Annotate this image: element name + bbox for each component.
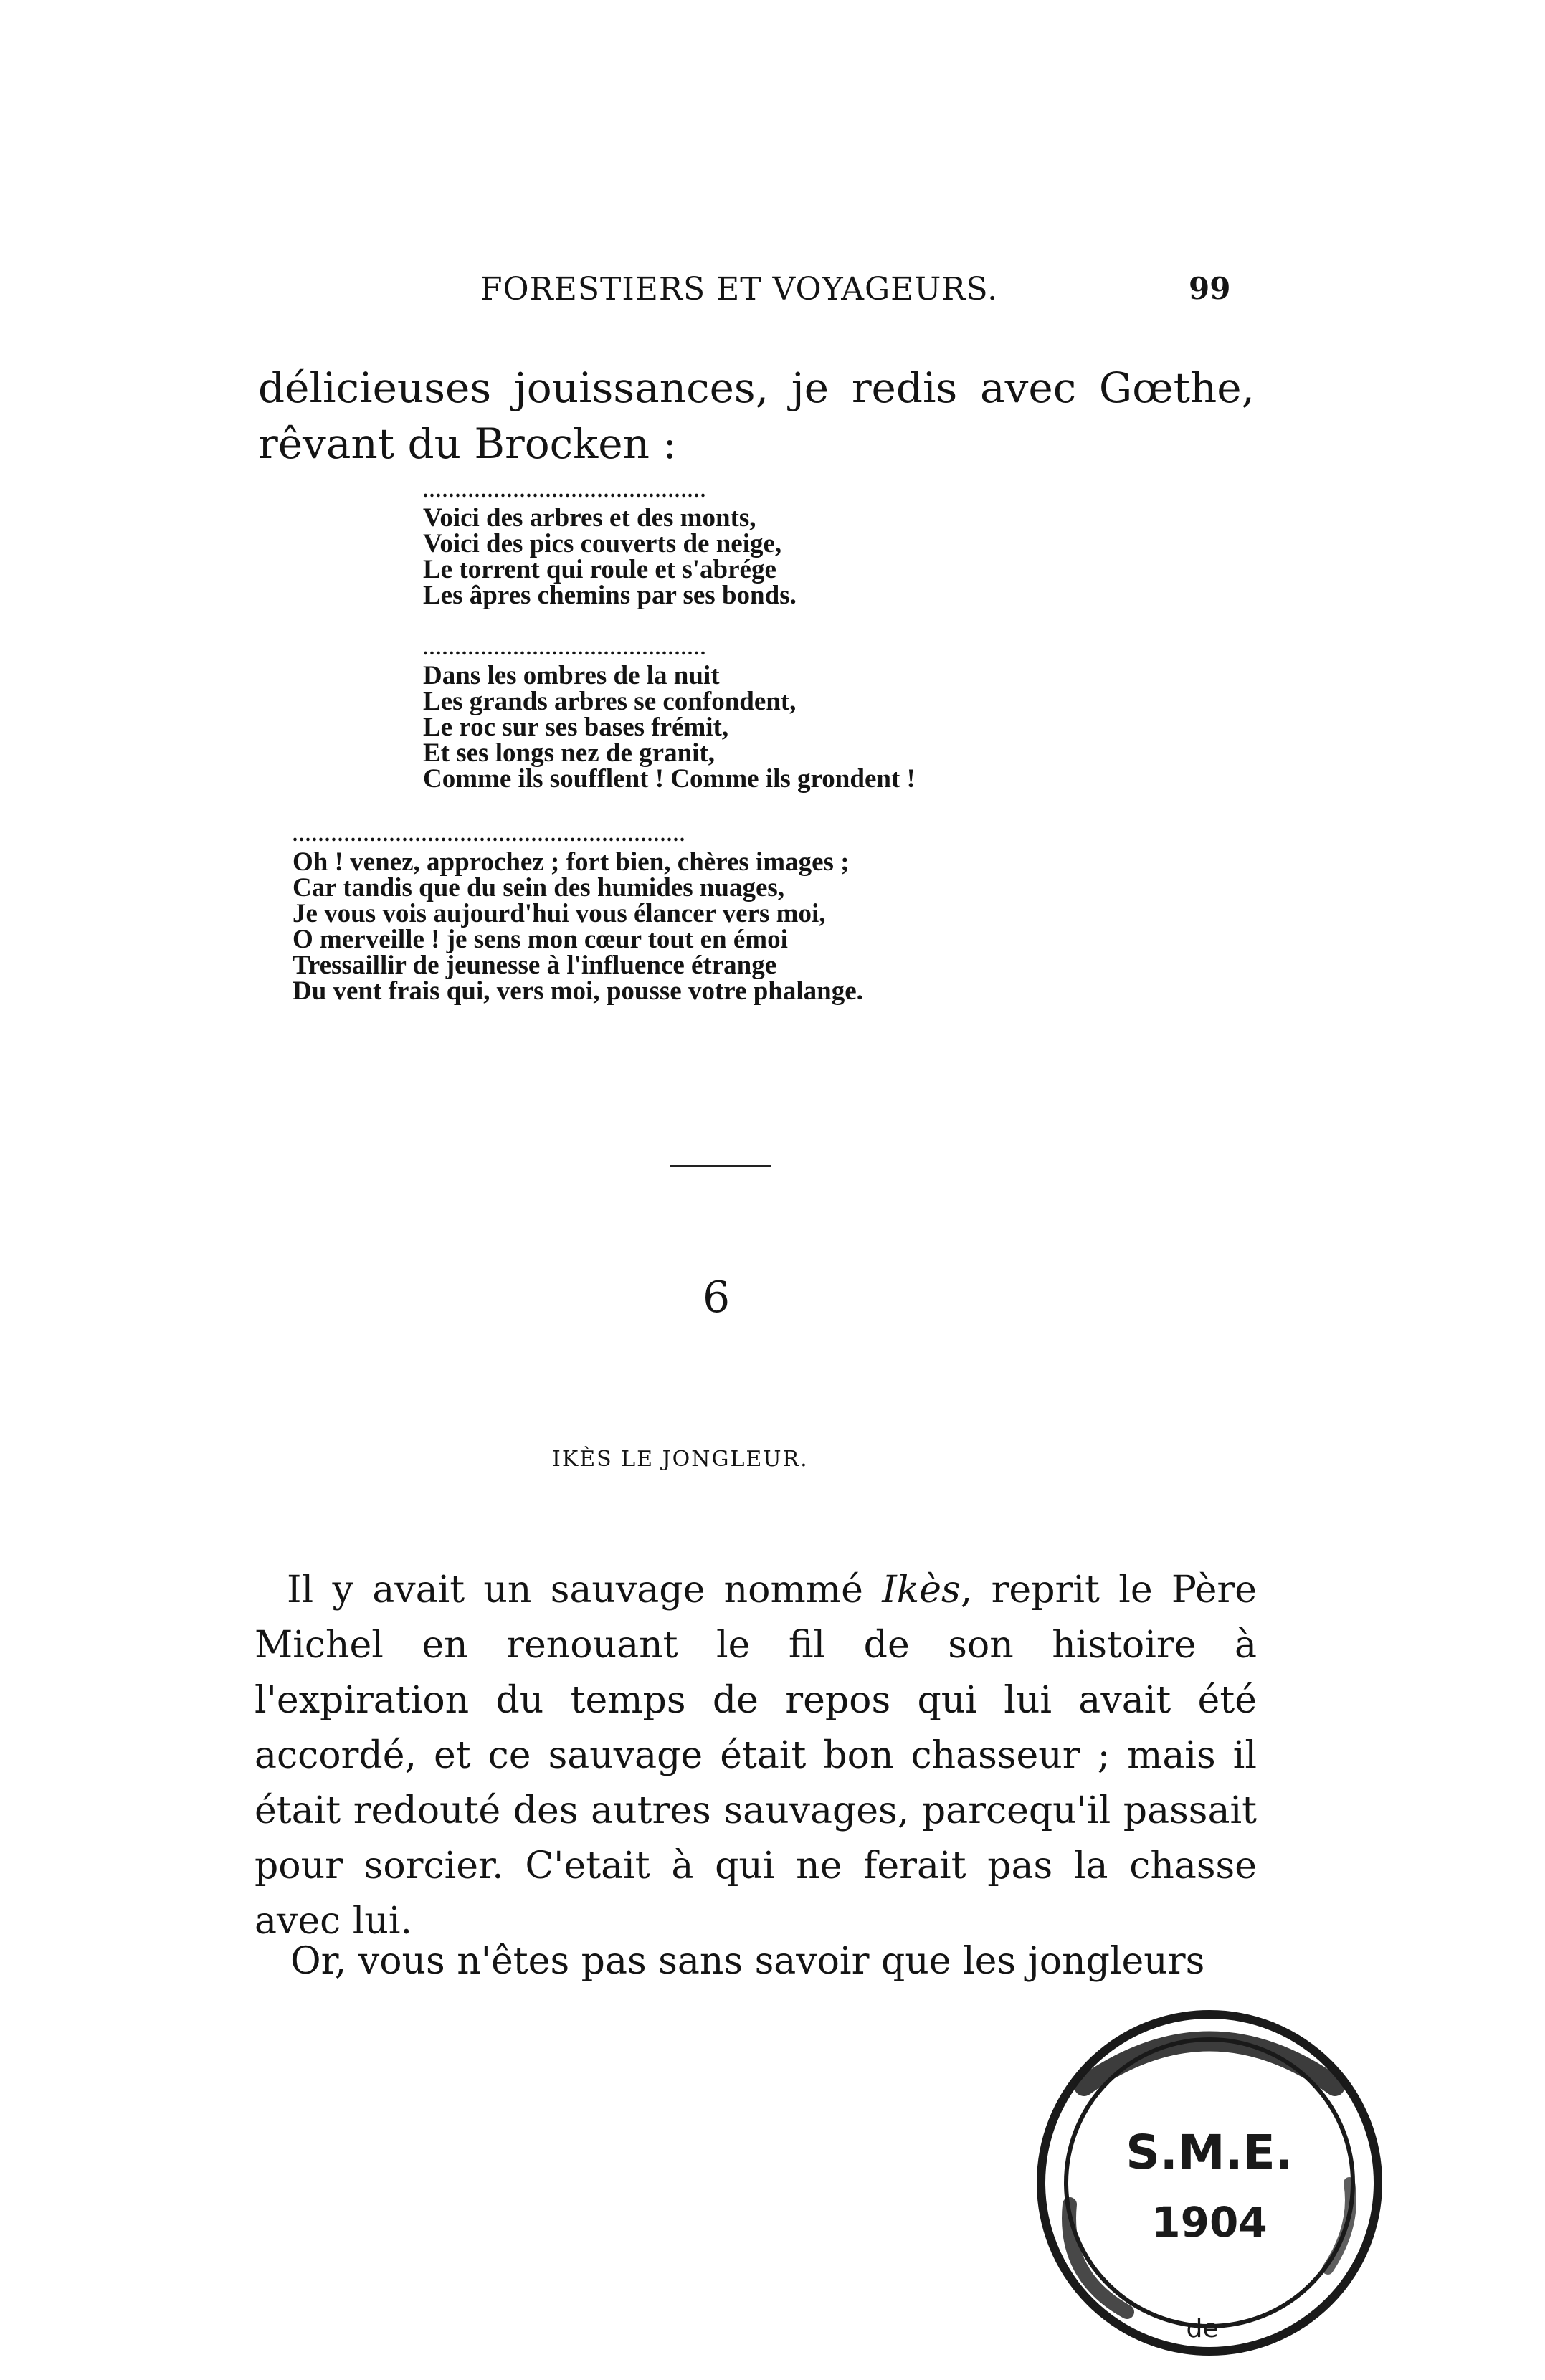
poem-line: Voici des pics couverts de neige, <box>423 529 782 558</box>
chapter-title: IKÈS LE JONGLEUR. <box>552 1447 809 1472</box>
poem-line: Car tandis que du sein des humides nuages, <box>293 873 785 903</box>
poem-line: Dans les ombres de la nuit <box>423 661 720 690</box>
poem-line: Voici des arbres et des monts, <box>423 503 756 533</box>
poem-line: Comme ils soufflent ! Comme ils grondent ! <box>423 764 916 794</box>
library-stamp <box>1019 1968 1392 2362</box>
character-name: Ikès <box>882 1569 961 1612</box>
section-number: 6 <box>703 1272 731 1323</box>
poem-line: Les grands arbres se confondent, <box>423 687 797 716</box>
stamp-bottom-text: de <box>1186 2314 1219 2343</box>
poem-stanza-3 <box>293 821 863 1004</box>
body-paragraph <box>255 1563 1257 1949</box>
poem-line: Du vent frais qui, vers moi, pousse votre phalange. <box>293 976 863 1006</box>
poem-line: Tressaillir de jeunesse à l'influence étrange <box>293 951 777 980</box>
stamp-initials: S.M.E. <box>1126 2125 1293 2180</box>
running-title: FORESTIERS ET VOYAGEURS. <box>480 271 999 308</box>
body-paragraph-continued: Or, vous n'êtes pas sans savoir que les jongleurs <box>290 1940 1205 1983</box>
poem-dot-leader: ............................................ <box>423 480 707 502</box>
section-divider <box>670 1165 771 1167</box>
poem-line: Les âpres chemins par ses bonds. <box>423 581 797 610</box>
page-number: 99 <box>1189 271 1231 306</box>
intro-paragraph: délicieuses jouissances, je redis avec Gœthe, rêvant du Brocken : <box>258 363 1255 468</box>
stamp-year: 1904 <box>1151 2198 1268 2247</box>
poem-line: O merveille ! je sens mon cœur tout en émoi <box>293 925 788 954</box>
poem-line: Et ses longs nez de granit, <box>423 738 715 768</box>
poem-line: Oh ! venez, approchez ; fort bien, chères images ; <box>293 847 850 877</box>
poem-line: Je vous vois aujourd'hui vous élancer vers moi, <box>293 899 826 928</box>
poem-line: Le roc sur ses bases frémit, <box>423 713 729 742</box>
poem-stanza-1 <box>423 477 797 609</box>
poem-line: Le torrent qui roule et s'abrége <box>423 555 776 584</box>
poem-dot-leader: ............................................................. <box>293 824 686 846</box>
poem-stanza-2 <box>423 634 916 792</box>
paragraph-text: Il y avait un sauvage nommé <box>287 1569 883 1612</box>
poem-dot-leader: ............................................ <box>423 637 707 660</box>
paragraph-text: , reprit le Père Michel en renouant le fil de son histoire à l'expiration du temps de repos qui lui avait été accordé, et ce sauvage était bon chasseur ; mais il était redouté des autres sauvages, parcequ'il passait pour sorcier. C'etait à qui ne ferait pas la chasse avec lui. <box>255 1569 1257 1943</box>
